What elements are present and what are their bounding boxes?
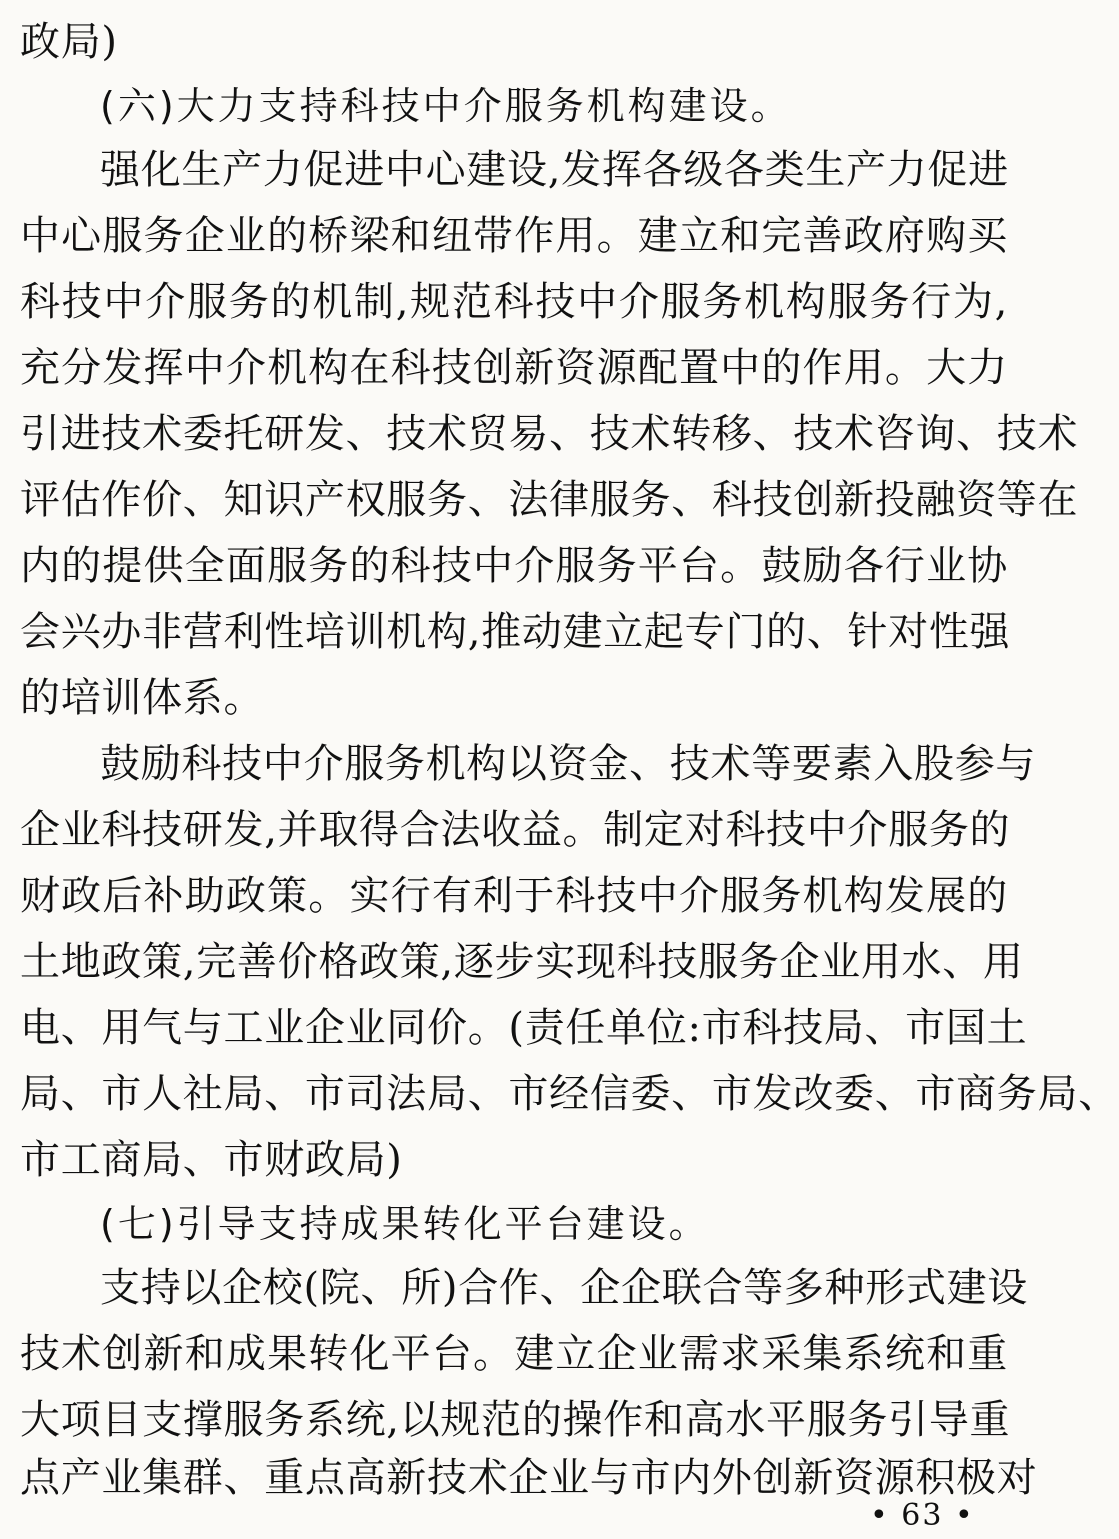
text-line: 政局)	[20, 19, 118, 65]
page-number: • 63 •	[870, 1498, 975, 1533]
text-line: 土地政策,完善价格政策,逐步实现科技服务企业用水、用	[20, 939, 1024, 985]
text-line: 财政后补助政策。实行有利于科技中介服务机构发展的	[20, 873, 1008, 919]
text-line: 支持以企校(院、所)合作、企企联合等多种形式建设	[100, 1265, 1029, 1311]
section-heading-6: (六)大力支持科技中介服务机构建设。	[100, 84, 792, 128]
text-line: 科技中介服务的机制,规范科技中介服务机构服务行为,	[20, 279, 1008, 325]
text-line: 局、市人社局、市司法局、市经信委、市发改委、市商务局、	[20, 1071, 1119, 1117]
text-line: 大项目支撑服务系统,以规范的操作和高水平服务引导重	[20, 1397, 1011, 1443]
text-line: 企业科技研发,并取得合法收益。制定对科技中介服务的	[20, 807, 1011, 853]
text-line: 强化生产力促进中心建设,发挥各级各类生产力促进	[100, 147, 1009, 193]
text-line: 的培训体系。	[20, 675, 265, 721]
section-heading-7: (七)引导支持成果转化平台建设。	[100, 1202, 710, 1246]
text-line: 评估作价、知识产权服务、法律服务、科技创新投融资等在	[20, 477, 1079, 523]
text-line: 电、用气与工业企业同价。(责任单位:市科技局、市国土	[20, 1005, 1028, 1051]
text-line: 点产业集群、重点高新技术企业与市内外创新资源积极对	[20, 1455, 1038, 1501]
text-line: 鼓励科技中介服务机构以资金、技术等要素入股参与	[100, 741, 1037, 787]
text-line: 市工商局、市财政局)	[20, 1137, 403, 1183]
text-line: 中心服务企业的桥梁和纽带作用。建立和完善政府购买	[20, 213, 1008, 259]
text-line: 会兴办非营利性培训机构,推动建立起专门的、针对性强	[20, 609, 1011, 655]
text-line: 技术创新和成果转化平台。建立企业需求采集系统和重	[20, 1331, 1008, 1377]
text-line: 充分发挥中介机构在科技创新资源配置中的作用。大力	[20, 345, 1008, 391]
text-line: 内的提供全面服务的科技中介服务平台。鼓励各行业协	[20, 543, 1008, 589]
text-line: 引进技术委托研发、技术贸易、技术转移、技术咨询、技术	[20, 411, 1079, 457]
